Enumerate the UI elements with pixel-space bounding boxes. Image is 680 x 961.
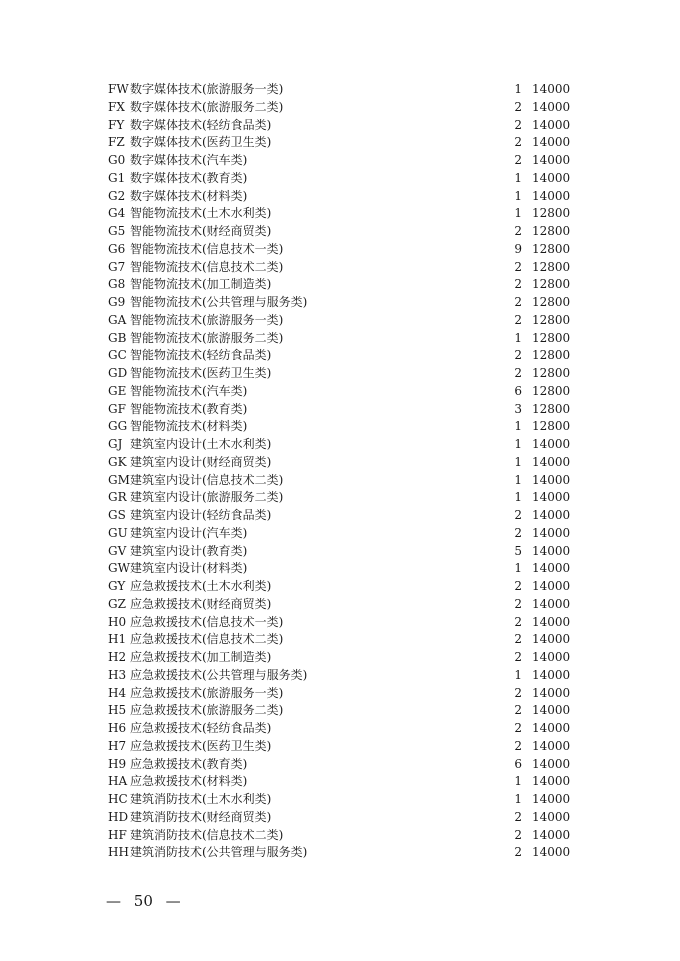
tuition-fee: 14000 xyxy=(532,614,571,629)
enrollment-count: 1 xyxy=(514,792,522,806)
tuition-fee: 12800 xyxy=(532,277,571,292)
tuition-fee: 14000 xyxy=(532,437,571,451)
program-code: HA xyxy=(108,774,128,789)
program-code: GA xyxy=(108,312,127,327)
program-name: 建筑室内设计(轻纺食品类) xyxy=(130,508,272,522)
list-item xyxy=(0,791,680,809)
tuition-fee: 12800 xyxy=(532,241,571,256)
program-name: 建筑室内设计(财经商贸类) xyxy=(130,454,272,469)
program-code: G5 xyxy=(108,224,126,238)
page-footer xyxy=(106,892,181,910)
list-item xyxy=(0,347,680,365)
program-name: 智能物流技术(公共管理与服务类) xyxy=(130,295,308,309)
list-item xyxy=(0,756,680,774)
tuition-fee: 14000 xyxy=(532,827,571,842)
program-code: HD xyxy=(108,809,129,824)
list-item xyxy=(0,702,680,720)
tuition-fee: 14000 xyxy=(532,632,571,647)
enrollment-count: 2 xyxy=(514,366,522,380)
program-code: FZ xyxy=(108,135,125,150)
list-item xyxy=(0,170,680,188)
list-item xyxy=(0,312,680,330)
program-code: GC xyxy=(108,348,127,363)
enrollment-count: 2 xyxy=(514,650,522,664)
list-item xyxy=(0,773,680,791)
program-name: 应急救援技术(轻纺食品类) xyxy=(130,721,272,735)
tuition-fee: 14000 xyxy=(532,472,571,487)
program-name: 智能物流技术(旅游服务二类) xyxy=(130,330,284,345)
enrollment-count: 2 xyxy=(514,685,522,700)
program-name: 应急救援技术(信息技术二类) xyxy=(130,632,284,647)
program-name: 应急救援技术(旅游服务二类) xyxy=(130,703,284,718)
program-name: 智能物流技术(轻纺食品类) xyxy=(130,348,272,363)
tuition-fee: 12800 xyxy=(532,330,571,345)
program-code: GZ xyxy=(108,596,126,611)
program-code: H5 xyxy=(108,703,127,718)
program-name: 数字媒体技术(旅游服务二类) xyxy=(130,99,284,114)
program-code: GB xyxy=(108,330,127,345)
tuition-fee: 14000 xyxy=(532,153,571,167)
program-name: 应急救援技术(材料类) xyxy=(130,774,248,789)
program-code: H4 xyxy=(108,685,127,700)
enrollment-count: 1 xyxy=(514,330,522,345)
program-code: FY xyxy=(108,117,125,132)
enrollment-count: 2 xyxy=(514,703,522,718)
program-code: GK xyxy=(108,454,127,469)
list-item xyxy=(0,454,680,472)
enrollment-count: 2 xyxy=(514,312,522,327)
program-name: 智能物流技术(教育类) xyxy=(130,401,248,416)
tuition-fee: 14000 xyxy=(532,525,571,540)
tuition-fee: 14000 xyxy=(532,650,571,664)
list-item xyxy=(0,294,680,312)
list-item xyxy=(0,223,680,241)
footer-dash-right: — xyxy=(165,892,181,910)
enrollment-count: 1 xyxy=(514,188,522,203)
enrollment-count: 1 xyxy=(514,437,522,451)
program-name: 智能物流技术(材料类) xyxy=(130,419,248,434)
program-code: GD xyxy=(108,366,128,380)
program-code: GV xyxy=(108,543,127,558)
tuition-fee: 14000 xyxy=(532,454,571,469)
program-code: GS xyxy=(108,508,126,522)
enrollment-count: 1 xyxy=(514,774,522,789)
program-code: GJ xyxy=(108,437,123,451)
program-name: 建筑室内设计(旅游服务二类) xyxy=(130,490,284,505)
program-code: FW xyxy=(108,82,129,96)
list-item xyxy=(0,205,680,223)
tuition-fee: 14000 xyxy=(532,774,571,789)
program-code: GE xyxy=(108,383,127,398)
enrollment-count: 1 xyxy=(514,206,522,221)
tuition-fee: 14000 xyxy=(532,703,571,718)
program-name: 建筑消防技术(土木水利类) xyxy=(130,792,272,806)
tuition-fee: 14000 xyxy=(532,561,571,576)
program-code: H1 xyxy=(108,632,127,647)
program-name: 数字媒体技术(轻纺食品类) xyxy=(130,117,272,132)
program-name: 建筑消防技术(公共管理与服务类) xyxy=(130,845,308,860)
tuition-fee: 14000 xyxy=(532,579,571,593)
enrollment-count: 2 xyxy=(514,738,522,753)
program-code: GU xyxy=(108,525,128,540)
list-item xyxy=(0,330,680,348)
tuition-fee: 14000 xyxy=(532,135,571,150)
tuition-fee: 12800 xyxy=(532,206,571,221)
enrollment-count: 2 xyxy=(514,632,522,647)
tuition-fee: 14000 xyxy=(532,792,571,806)
program-code: GY xyxy=(108,579,126,593)
tuition-fee: 14000 xyxy=(532,721,571,735)
program-list xyxy=(0,81,680,862)
program-name: 应急救援技术(医药卫生类) xyxy=(130,738,272,753)
program-name: 智能物流技术(信息技术一类) xyxy=(130,241,284,256)
program-code: GF xyxy=(108,401,126,416)
page-number: 50 xyxy=(133,892,153,910)
list-item xyxy=(0,99,680,117)
enrollment-count: 2 xyxy=(514,153,522,167)
enrollment-count: 9 xyxy=(514,241,522,256)
program-code: H9 xyxy=(108,756,127,771)
program-name: 智能物流技术(旅游服务一类) xyxy=(130,312,284,327)
tuition-fee: 12800 xyxy=(532,419,571,434)
program-name: 智能物流技术(加工制造类) xyxy=(130,277,272,292)
list-item xyxy=(0,578,680,596)
enrollment-count: 2 xyxy=(514,721,522,735)
program-name: 数字媒体技术(材料类) xyxy=(130,188,248,203)
list-item xyxy=(0,489,680,507)
list-item xyxy=(0,117,680,135)
enrollment-count: 2 xyxy=(514,135,522,150)
list-item xyxy=(0,241,680,259)
list-item xyxy=(0,472,680,490)
program-name: 应急救援技术(信息技术一类) xyxy=(130,614,284,629)
enrollment-count: 1 xyxy=(514,472,522,487)
list-item xyxy=(0,738,680,756)
program-code: GM xyxy=(108,472,130,487)
list-item xyxy=(0,188,680,206)
list-item xyxy=(0,720,680,738)
tuition-fee: 14000 xyxy=(532,82,571,96)
program-name: 数字媒体技术(教育类) xyxy=(130,170,248,185)
enrollment-count: 2 xyxy=(514,614,522,629)
list-item xyxy=(0,259,680,277)
enrollment-count: 2 xyxy=(514,277,522,292)
tuition-fee: 14000 xyxy=(532,188,571,203)
program-name: 建筑室内设计(信息技术二类) xyxy=(130,472,284,487)
program-name: 智能物流技术(汽车类) xyxy=(130,383,248,398)
tuition-fee: 14000 xyxy=(532,845,571,860)
enrollment-count: 2 xyxy=(514,259,522,274)
tuition-fee: 12800 xyxy=(532,401,571,416)
tuition-fee: 14000 xyxy=(532,667,571,682)
list-item xyxy=(0,543,680,561)
program-name: 建筑室内设计(材料类) xyxy=(130,561,248,576)
list-item xyxy=(0,401,680,419)
tuition-fee: 12800 xyxy=(532,295,571,309)
enrollment-count: 1 xyxy=(514,490,522,505)
program-code: HC xyxy=(108,792,128,806)
list-item xyxy=(0,134,680,152)
enrollment-count: 6 xyxy=(514,383,522,398)
list-item xyxy=(0,827,680,845)
enrollment-count: 1 xyxy=(514,454,522,469)
enrollment-count: 1 xyxy=(514,170,522,185)
list-item xyxy=(0,152,680,170)
enrollment-count: 1 xyxy=(514,419,522,434)
program-name: 应急救援技术(土木水利类) xyxy=(130,579,272,593)
tuition-fee: 12800 xyxy=(532,224,571,238)
list-item xyxy=(0,667,680,685)
list-item xyxy=(0,365,680,383)
program-name: 应急救援技术(公共管理与服务类) xyxy=(130,667,308,682)
tuition-fee: 14000 xyxy=(532,596,571,611)
program-code: G1 xyxy=(108,170,126,185)
tuition-fee: 14000 xyxy=(532,508,571,522)
program-name: 应急救援技术(教育类) xyxy=(130,756,248,771)
enrollment-count: 2 xyxy=(514,99,522,114)
enrollment-count: 2 xyxy=(514,295,522,309)
program-code: GR xyxy=(108,490,127,505)
list-item xyxy=(0,649,680,667)
list-item xyxy=(0,614,680,632)
program-code: HH xyxy=(108,845,129,860)
list-item xyxy=(0,809,680,827)
enrollment-count: 2 xyxy=(514,348,522,363)
enrollment-count: 1 xyxy=(514,667,522,682)
tuition-fee: 14000 xyxy=(532,117,571,132)
program-code: HF xyxy=(108,827,127,842)
program-code: G2 xyxy=(108,188,126,203)
enrollment-count: 2 xyxy=(514,224,522,238)
program-code: G4 xyxy=(108,206,126,221)
program-name: 建筑室内设计(教育类) xyxy=(130,543,248,558)
program-code: H6 xyxy=(108,721,127,735)
list-item xyxy=(0,525,680,543)
program-name: 智能物流技术(土木水利类) xyxy=(130,206,272,221)
footer-dash-left: — xyxy=(106,892,121,910)
program-code: G7 xyxy=(108,259,126,274)
tuition-fee: 14000 xyxy=(532,170,571,185)
program-name: 数字媒体技术(旅游服务一类) xyxy=(130,82,284,96)
list-item xyxy=(0,276,680,294)
tuition-fee: 14000 xyxy=(532,809,571,824)
enrollment-count: 3 xyxy=(514,401,522,416)
program-name: 建筑室内设计(汽车类) xyxy=(130,525,248,540)
program-name: 建筑室内设计(土木水利类) xyxy=(130,437,272,451)
tuition-fee: 12800 xyxy=(532,383,571,398)
program-code: FX xyxy=(108,99,125,114)
enrollment-count: 2 xyxy=(514,809,522,824)
program-name: 建筑消防技术(财经商贸类) xyxy=(130,809,272,824)
enrollment-count: 2 xyxy=(514,525,522,540)
program-code: GW xyxy=(108,561,130,576)
program-name: 应急救援技术(财经商贸类) xyxy=(130,596,272,611)
list-item xyxy=(0,383,680,401)
tuition-fee: 14000 xyxy=(532,99,571,114)
list-item xyxy=(0,507,680,525)
program-code: G6 xyxy=(108,241,126,256)
program-name: 数字媒体技术(汽车类) xyxy=(130,153,248,167)
enrollment-count: 2 xyxy=(514,827,522,842)
enrollment-count: 6 xyxy=(514,756,522,771)
list-item xyxy=(0,560,680,578)
list-item xyxy=(0,631,680,649)
tuition-fee: 14000 xyxy=(532,490,571,505)
tuition-fee: 12800 xyxy=(532,366,571,380)
program-code: G0 xyxy=(108,153,126,167)
enrollment-count: 5 xyxy=(514,543,522,558)
tuition-fee: 14000 xyxy=(532,738,571,753)
tuition-fee: 12800 xyxy=(532,259,571,274)
tuition-fee: 14000 xyxy=(532,756,571,771)
list-item xyxy=(0,81,680,99)
program-name: 应急救援技术(旅游服务一类) xyxy=(130,685,284,700)
enrollment-count: 2 xyxy=(514,508,522,522)
enrollment-count: 2 xyxy=(514,845,522,860)
tuition-fee: 14000 xyxy=(532,685,571,700)
program-name: 智能物流技术(医药卫生类) xyxy=(130,366,272,380)
list-item xyxy=(0,596,680,614)
program-code: G8 xyxy=(108,277,126,292)
program-name: 数字媒体技术(医药卫生类) xyxy=(130,135,272,150)
program-code: G9 xyxy=(108,295,126,309)
enrollment-count: 2 xyxy=(514,579,522,593)
enrollment-count: 1 xyxy=(514,82,522,96)
list-item xyxy=(0,418,680,436)
tuition-fee: 14000 xyxy=(532,543,571,558)
program-code: H2 xyxy=(108,650,127,664)
program-code: H7 xyxy=(108,738,127,753)
program-name: 建筑消防技术(信息技术二类) xyxy=(130,827,284,842)
enrollment-count: 2 xyxy=(514,596,522,611)
program-code: H3 xyxy=(108,667,127,682)
list-item xyxy=(0,685,680,703)
tuition-fee: 12800 xyxy=(532,312,571,327)
list-item xyxy=(0,844,680,862)
list-item xyxy=(0,436,680,454)
program-code: H0 xyxy=(108,614,127,629)
program-code: GG xyxy=(108,419,128,434)
enrollment-count: 1 xyxy=(514,561,522,576)
program-name: 智能物流技术(财经商贸类) xyxy=(130,224,272,238)
program-name: 应急救援技术(加工制造类) xyxy=(130,650,272,664)
enrollment-count: 2 xyxy=(514,117,522,132)
program-name: 智能物流技术(信息技术二类) xyxy=(130,259,284,274)
tuition-fee: 12800 xyxy=(532,348,571,363)
